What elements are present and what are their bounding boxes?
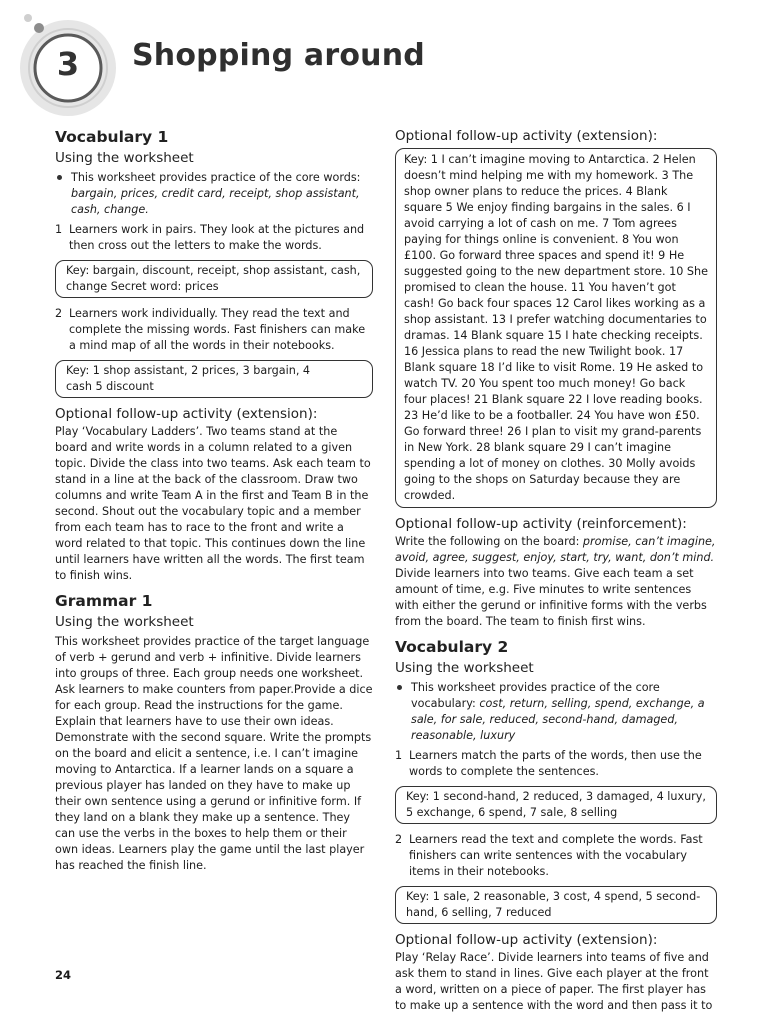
step-2 (395, 832, 717, 880)
followup-rest: Divide learners into two teams. Give each team a set amount of time, e.g. Five minutes to write sentences with either the gerund or infinitive forms with the verbs from the board. The team to finish first wins. (395, 567, 707, 628)
page-number: 24 (55, 968, 72, 982)
page-title: Shopping around (132, 38, 425, 73)
left-column (55, 128, 373, 874)
followup-text (395, 534, 717, 630)
followup-verbs: promise, can’t imagine, avoid, agree, suggest, enjoy, start, try, want, don’t mind. (395, 535, 716, 564)
unit-number: 3 (56, 45, 80, 83)
step-number: 2 (395, 833, 403, 846)
followup-text: Play ‘Relay Race’. Divide learners into teams of five and ask them to stand in lines. Give each player at the front a word, written on a piece of paper. The first player has to make up a sentence with the word and then pass it to (395, 951, 713, 1012)
grammar-1-subheading: Using the worksheet (55, 614, 194, 630)
vocabulary-2-bullet (395, 680, 717, 744)
followup-heading: Optional follow-up activity (extension): (395, 932, 658, 948)
followup-text: Play ‘Vocabulary Ladders’. Two teams stand at the board and write words in a column related to a given topic. Divide the class into two teams. Ask each team to stand in a line at the back of the classroom. Draw two columns and write Team A in the first and Team B in the second. Shout out the vocabulary topic and a member from each team has to race to the front and write a word related to that topic. This continues down the line until learners have written all the words. The first team to finish wins. (55, 425, 371, 582)
step-1 (55, 222, 373, 254)
followup-heading: Optional follow-up activity (extension): (55, 406, 318, 422)
grammar-1-text: This worksheet provides practice of the target language of verb + gerund and verb + infinitive. Divide learners into groups of three. Each group needs one worksheet. Ask learners to make counters from paper.Provide a dice for each group. Read the instructions for the game. Explain that learners have to use their own ideas. Demonstrate with the second square. Write the prompts on the board and elicit a sentence, i.e. I can’t imagine moving to Antarctica. If a learner lands on a square a previous player has landed on they have to make up their own sentence using a gerund or infinitive form. If they land on a blank they make up a sentence. They can use the verbs in the boxes to help them or their own ideas. Learners play the game until the last player has reached the finish line. (55, 635, 373, 872)
answer-key-box: Key: 1 second-hand, 2 reduced, 3 damaged, 4 luxury, 5 exchange, 6 spend, 7 sale, 8 selling (395, 786, 717, 824)
vocabulary-1-subheading: Using the worksheet (55, 150, 194, 166)
followup-intro: Write the following on the board: (395, 535, 580, 548)
answer-key-box: Key: 1 shop assistant, 2 prices, 3 bargain, 4 cash 5 discount (55, 360, 373, 398)
answer-key-box: Key: bargain, discount, receipt, shop assistant, cash, change Secret word: prices (55, 260, 373, 298)
answer-key-box: Key: 1 sale, 2 reasonable, 3 cost, 4 spend, 5 second-hand, 6 selling, 7 reduced (395, 886, 717, 924)
right-column (395, 128, 717, 1014)
bullet-words: cost, return, selling, spend, exchange, a sale, for sale, reduced, second-hand, damaged, reasonable, luxury (411, 697, 705, 742)
step-number: 2 (55, 307, 63, 320)
step-text: Learners match the parts of the words, then use the words to complete the sentences. (409, 749, 702, 778)
grammar-1-heading: Grammar 1 (55, 592, 153, 610)
step-1 (395, 748, 717, 780)
bullet-intro: This worksheet provides practice of the core words: (71, 171, 361, 184)
followup-heading: Optional follow-up activity (extension): (395, 128, 658, 144)
step-number: 1 (395, 749, 403, 762)
step-number: 1 (55, 223, 63, 236)
step-2 (55, 306, 373, 354)
grammar-answer-key-box: Key: 1 I can’t imagine moving to Antarctica. 2 Helen doesn’t mind helping me with my homework. 3 The shop owner plans to reduce the prices. 4 Blank square 5 We enjoy finding bargains in the sales. 6 I avoid carrying a lot of cash on me. 7 Tom agrees paying for things online is convenient. 8 You won £100. Go forward three spaces and spend it! 9 He suggested going to the new department store. 10 She promised to clean the house. 11 You haven’t got cash! Go back four spaces 12 Carol likes working as a shop assistant. 13 I prefer watching documentaries to dramas. 14 Blank square 15 I hate checking receipts. 16 Jessica plans to read the new Twilight book. 17 Blank square 18 I’d like to visit Rome. 19 He asked to watch TV. 20 You spent too much money! Go back four places! 21 Blank square 22 I love reading books. 23 He’d like to be a footballer. 24 You have won £50. Go forward three! 26 I plan to visit my grand-parents in New York. 28 blank square 29 I can’t imagine spending a lot of money on clothes. 30 Molly avoids going to the shops on Saturday because they are crowded. (395, 148, 717, 508)
step-text: Learners work in pairs. They look at the pictures and then cross out the letters to make the words. (69, 223, 365, 252)
step-text: Learners work individually. They read the text and complete the missing words. Fast finishers can make a mind map of all the words in their notebooks. (69, 307, 366, 352)
vocabulary-2-subheading: Using the worksheet (395, 660, 534, 676)
vocabulary-1-heading: Vocabulary 1 (55, 128, 169, 146)
bullet-words: bargain, prices, credit card, receipt, shop assistant, cash, change. (71, 187, 360, 216)
step-text: Learners read the text and complete the words. Fast finishers can write sentences with the vocabulary items in their notebooks. (409, 833, 703, 878)
vocabulary-1-bullet (55, 170, 373, 218)
vocabulary-2-heading: Vocabulary 2 (395, 638, 509, 656)
unit-badge (14, 12, 120, 118)
bullet-intro: This worksheet provides practice of the core vocabulary: (411, 681, 660, 710)
followup-heading: Optional follow-up activity (reinforcement): (395, 516, 687, 532)
